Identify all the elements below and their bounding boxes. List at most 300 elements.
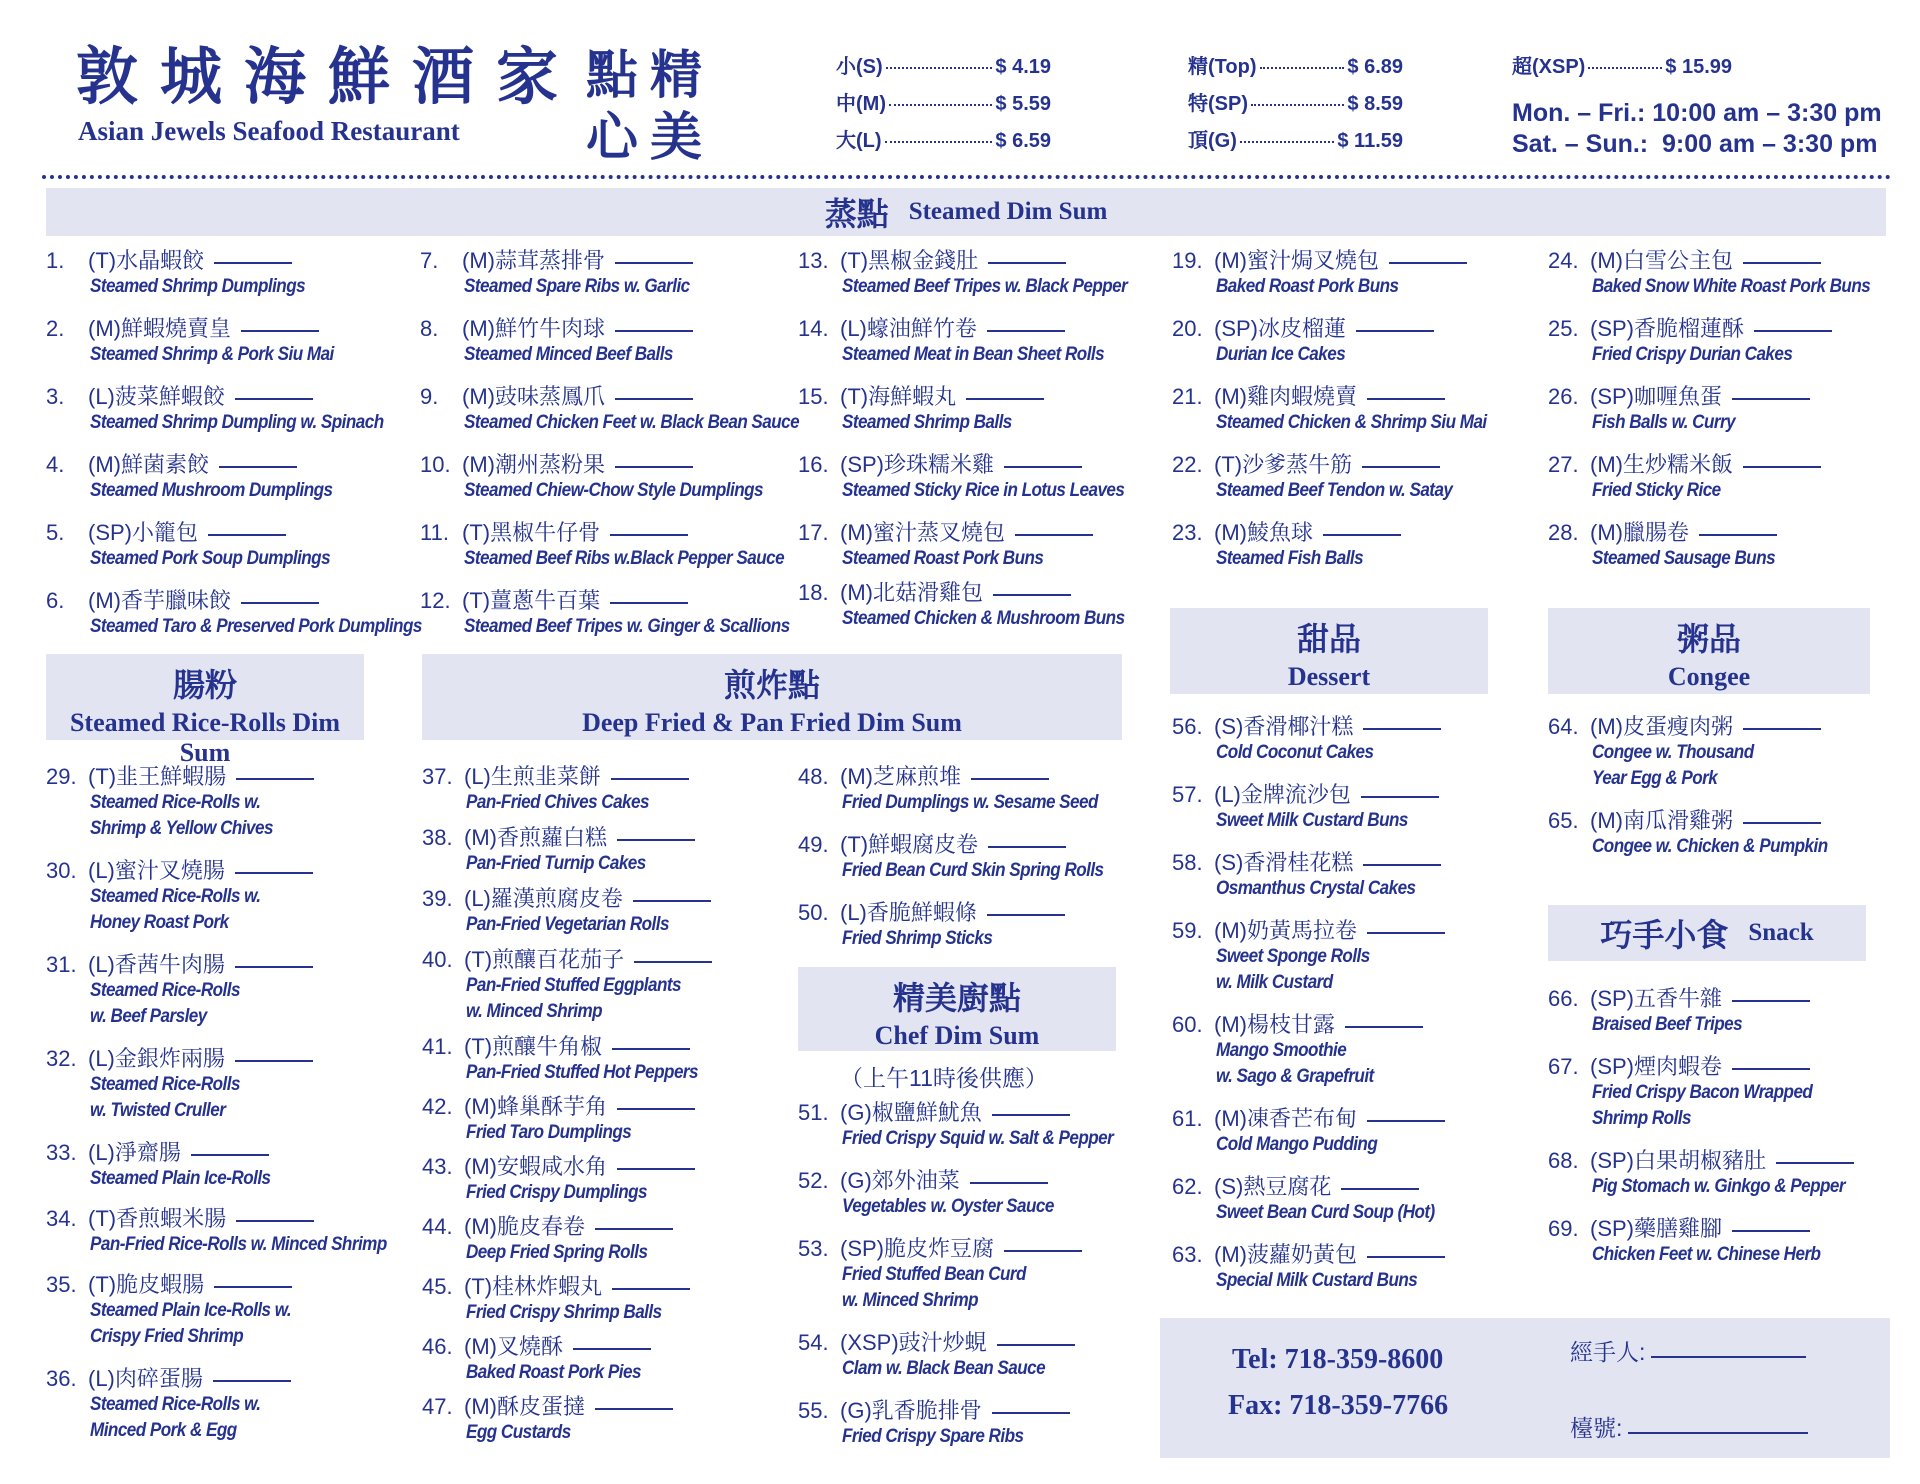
- quantity-blank[interactable]: [1367, 932, 1445, 934]
- item-name-en: Fried Crispy Dumplings: [466, 1182, 647, 1203]
- item-name-en: Fried Sticky Rice: [1592, 480, 1721, 501]
- item-name-en: Crispy Fried Shrimp: [90, 1326, 244, 1347]
- quantity-blank[interactable]: [1345, 1026, 1423, 1028]
- item-name-zh: (SP)五香牛雜: [1590, 986, 1723, 1011]
- item-name-en: w. Sago & Grapefruit: [1216, 1066, 1374, 1087]
- item-number: 15.: [798, 384, 829, 409]
- item-name-zh: (M)潮州蒸粉果: [462, 452, 605, 477]
- quantity-blank[interactable]: [236, 1220, 314, 1222]
- item-name-zh: (M)豉味蒸鳳爪: [462, 384, 605, 409]
- price-size-label: 中(M): [836, 93, 886, 115]
- item-name-zh: (SP)脆皮炸豆腐: [840, 1236, 995, 1261]
- item-name-zh: (T)韭王鮮蝦腸: [88, 764, 227, 789]
- quantity-blank[interactable]: [235, 966, 313, 968]
- section-header-rice-rolls: [46, 654, 364, 767]
- item-number: 16.: [798, 452, 829, 477]
- item-name-en: Steamed Plain Ice-Rolls w.: [90, 1300, 292, 1321]
- item-number: 21.: [1172, 384, 1203, 409]
- item-number: 60.: [1172, 1012, 1203, 1037]
- menu-item: [422, 947, 752, 1025]
- item-name-zh: (T)香煎蝦米腸: [88, 1206, 227, 1231]
- quantity-blank[interactable]: [595, 1408, 673, 1410]
- item-number: 25.: [1548, 316, 1579, 341]
- item-name-zh: (L)淨齋腸: [88, 1140, 181, 1165]
- hours-weekend: Sat. – Sun.: 9:00 am – 3:30 pm: [1512, 130, 1878, 158]
- item-number: 67.: [1548, 1054, 1579, 1079]
- item-name-en: Steamed Minced Beef Balls: [464, 344, 673, 365]
- section-title-zh: 煎炸點: [723, 666, 820, 704]
- quantity-blank[interactable]: [992, 1114, 1070, 1116]
- menu-item: [1172, 1106, 1502, 1158]
- table-number-field: [1570, 1410, 1808, 1443]
- item-name-en: Steamed Roast Pork Buns: [842, 548, 1044, 569]
- item-name-en: Steamed Chiew-Chow Style Dumplings: [464, 480, 763, 501]
- item-name-en: Steamed Fish Balls: [1216, 548, 1364, 569]
- item-name-zh: (S)香滑桂花糕: [1214, 850, 1354, 875]
- section-title-zh: 巧手小食: [1600, 916, 1729, 954]
- item-number: 29.: [46, 764, 77, 789]
- dim-sum-char: 心: [586, 107, 639, 168]
- hours-weekday: Mon. – Fri.: 10:00 am – 3:30 pm: [1512, 99, 1882, 127]
- menu-item: [46, 858, 376, 936]
- item-number: 14.: [798, 316, 829, 341]
- item-number: 47.: [422, 1394, 453, 1419]
- quantity-blank[interactable]: [1323, 534, 1401, 536]
- item-name-en: Baked Roast Pork Pies: [466, 1362, 641, 1383]
- item-name-zh: (L)蠔油鮮竹卷: [840, 316, 977, 341]
- price-size-label: 小(S): [836, 56, 883, 78]
- item-name-en: Year Egg & Pork: [1592, 768, 1718, 789]
- price-row: [1188, 87, 1403, 116]
- item-number: 6.: [46, 588, 65, 613]
- item-name-en: Steamed Sticky Rice in Lotus Leaves: [842, 480, 1125, 501]
- item-number: 12.: [420, 588, 451, 613]
- item-number: 56.: [1172, 714, 1203, 739]
- item-name-en: Fried Stuffed Bean Curd: [842, 1264, 1026, 1285]
- item-name-en: Fried Shrimp Sticks: [842, 928, 993, 949]
- menu-item: [798, 764, 1128, 816]
- fax-number: Fax: 718-359-7766: [1228, 1390, 1449, 1421]
- quantity-blank[interactable]: [1743, 466, 1821, 468]
- item-name-zh: (M)酥皮蛋撻: [464, 1394, 585, 1419]
- item-name-zh: (T)鮮蝦腐皮卷: [840, 832, 979, 857]
- item-name-en: Deep Fried Spring Rolls: [466, 1242, 648, 1263]
- item-name-en: w. Beef Parsley: [90, 1006, 207, 1027]
- quantity-blank[interactable]: [1743, 822, 1821, 824]
- menu-item: [1172, 520, 1502, 572]
- menu-item: [1548, 248, 1878, 300]
- item-name-zh: (SP)藥膳雞腳: [1590, 1216, 1723, 1241]
- item-name-zh: (M)脆皮春卷: [464, 1214, 585, 1239]
- item-name-en: Shrimp & Yellow Chives: [90, 818, 273, 839]
- section-title-en: Deep Fried & Pan Fried Dim Sum: [582, 708, 962, 737]
- menu-item: [46, 764, 376, 842]
- section-title-en: Dessert: [1287, 662, 1371, 691]
- price-row: [836, 124, 1051, 153]
- quantity-blank[interactable]: [1363, 728, 1441, 730]
- item-name-en: Sweet Sponge Rolls: [1216, 946, 1370, 967]
- quantity-blank[interactable]: [241, 330, 319, 332]
- item-name-en: Honey Roast Pork: [90, 912, 229, 933]
- price-size-label: 頂(G): [1188, 130, 1237, 152]
- item-number: 32.: [46, 1046, 77, 1071]
- item-name-en: Steamed Shrimp & Pork Siu Mai: [90, 344, 334, 365]
- quantity-blank[interactable]: [214, 1286, 292, 1288]
- item-name-en: Steamed Spare Ribs w. Garlic: [464, 276, 690, 297]
- price-row: [1188, 50, 1403, 79]
- item-number: 4.: [46, 452, 65, 477]
- item-number: 38.: [422, 825, 453, 850]
- item-number: 26.: [1548, 384, 1579, 409]
- menu-item: [422, 1154, 752, 1206]
- item-number: 51.: [798, 1100, 829, 1125]
- item-number: 64.: [1548, 714, 1579, 739]
- item-number: 36.: [46, 1366, 77, 1391]
- item-name-zh: (M)香煎蘿白糕: [464, 825, 607, 850]
- item-name-zh: (M)臘腸卷: [1590, 520, 1689, 545]
- item-number: 45.: [422, 1274, 453, 1299]
- menu-item: [46, 520, 376, 572]
- quantity-blank[interactable]: [1367, 398, 1445, 400]
- section-title-en: Steamed Rice-Rolls Dim Sum: [69, 708, 341, 767]
- quantity-blank[interactable]: [1732, 1068, 1810, 1070]
- menu-item: [422, 764, 752, 816]
- section-title-zh: 甜品: [1296, 620, 1361, 658]
- item-name-en: Steamed Beef Tendon w. Satay: [1216, 480, 1453, 501]
- item-number: 35.: [46, 1272, 77, 1297]
- item-name-zh: (M)蜜汁蒸叉燒包: [840, 520, 1005, 545]
- quantity-blank[interactable]: [988, 262, 1066, 264]
- item-number: 24.: [1548, 248, 1579, 273]
- quantity-blank[interactable]: [617, 1108, 695, 1110]
- item-name-en: Clam w. Black Bean Sauce: [842, 1358, 1046, 1379]
- item-name-en: Steamed Shrimp Dumplings: [90, 276, 306, 297]
- menu-item: [798, 832, 1128, 884]
- item-name-zh: (SP)小籠包: [88, 520, 199, 545]
- item-number: 8.: [420, 316, 439, 341]
- item-name-zh: (M)北菇滑雞包: [840, 580, 983, 605]
- item-name-zh: (T)桂林炸蝦丸: [464, 1274, 603, 1299]
- quantity-blank[interactable]: [208, 534, 286, 536]
- menu-item: [798, 1236, 1128, 1314]
- quantity-blank[interactable]: [615, 330, 693, 332]
- item-name-zh: (T)海鮮蝦丸: [840, 384, 957, 409]
- quantity-blank[interactable]: [1015, 534, 1093, 536]
- quantity-blank[interactable]: [595, 1228, 673, 1230]
- quantity-blank[interactable]: [1361, 796, 1439, 798]
- item-name-zh: (M)蒜茸蒸排骨: [462, 248, 605, 273]
- menu-item: [1548, 808, 1878, 860]
- menu-item: [422, 1034, 752, 1086]
- quantity-blank[interactable]: [612, 1288, 690, 1290]
- item-number: 49.: [798, 832, 829, 857]
- item-name-en: Steamed Sausage Buns: [1592, 548, 1776, 569]
- item-name-en: Congee w. Thousand: [1592, 742, 1754, 763]
- quantity-blank[interactable]: [997, 1344, 1075, 1346]
- menu-item: [420, 588, 790, 640]
- table-number-input-line[interactable]: [1628, 1432, 1808, 1434]
- item-number: 50.: [798, 900, 829, 925]
- item-name-zh: (M)鮮竹牛肉球: [462, 316, 605, 341]
- quantity-blank[interactable]: [1732, 1000, 1810, 1002]
- menu-item: [1548, 316, 1878, 368]
- quantity-blank[interactable]: [191, 1154, 269, 1156]
- quantity-blank[interactable]: [1754, 330, 1832, 332]
- item-number: 59.: [1172, 918, 1203, 943]
- quantity-blank[interactable]: [1389, 262, 1467, 264]
- quantity-blank[interactable]: [1776, 1162, 1854, 1164]
- menu-item: [420, 452, 763, 504]
- item-number: 37.: [422, 764, 453, 789]
- item-number: 42.: [422, 1094, 453, 1119]
- item-name-en: Steamed Chicken & Mushroom Buns: [842, 608, 1125, 629]
- item-name-zh: (G)乳香脆排骨: [840, 1398, 982, 1423]
- quantity-blank[interactable]: [615, 398, 693, 400]
- menu-item: [798, 900, 1128, 952]
- item-name-en: Sweet Milk Custard Buns: [1216, 810, 1408, 831]
- item-name-zh: (M)鮮菌素餃: [88, 452, 209, 477]
- quantity-blank[interactable]: [1363, 864, 1441, 866]
- quantity-blank[interactable]: [1732, 398, 1810, 400]
- quantity-blank[interactable]: [1362, 466, 1440, 468]
- item-name-zh: (M)南瓜滑雞粥: [1590, 808, 1733, 833]
- item-name-zh: (SP)咖喱魚蛋: [1590, 384, 1723, 409]
- menu-item: [422, 1094, 752, 1146]
- restaurant-name-en: Asian Jewels Seafood Restaurant: [78, 116, 460, 146]
- quantity-blank[interactable]: [235, 872, 313, 874]
- menu-item: [798, 1100, 1128, 1152]
- item-name-zh: (T)黑椒牛仔骨: [462, 520, 601, 545]
- item-name-en: Cold Mango Pudding: [1216, 1134, 1378, 1155]
- quantity-blank[interactable]: [987, 914, 1065, 916]
- item-name-zh: (M)奶黃馬拉卷: [1214, 918, 1357, 943]
- quantity-blank[interactable]: [1367, 1120, 1445, 1122]
- menu-item: [420, 316, 750, 368]
- item-name-zh: (L)羅漢煎腐皮卷: [464, 886, 623, 911]
- item-number: 41.: [422, 1034, 453, 1059]
- quantity-blank[interactable]: [241, 602, 319, 604]
- item-name-en: Fried Dumplings w. Sesame Seed: [842, 792, 1098, 813]
- item-number: 40.: [422, 947, 453, 972]
- item-name-zh: (M)雞肉蝦燒賣: [1214, 384, 1357, 409]
- item-number: 11.: [420, 520, 449, 545]
- item-name-en: Steamed Beef Ribs w.Black Pepper Sauce: [464, 548, 785, 569]
- restaurant-name-zh: 敦城海鮮酒家: [76, 40, 581, 113]
- quantity-blank[interactable]: [1743, 728, 1821, 730]
- item-name-en: Fried Taro Dumplings: [466, 1122, 632, 1143]
- item-name-en: w. Minced Shrimp: [842, 1290, 979, 1311]
- menu-item: [1548, 1054, 1878, 1132]
- quantity-blank[interactable]: [971, 778, 1049, 780]
- section-title-zh: 蒸點: [824, 195, 889, 233]
- item-name-en: Pig Stomach w. Ginkgo & Pepper: [1592, 1176, 1846, 1197]
- item-name-zh: (M)蜂巢酥芋角: [464, 1094, 607, 1119]
- quantity-blank[interactable]: [966, 398, 1044, 400]
- item-number: 39.: [422, 886, 453, 911]
- item-name-zh: (S)熱豆腐花: [1214, 1174, 1332, 1199]
- menu-item: [1172, 1242, 1502, 1294]
- quantity-blank[interactable]: [988, 846, 1066, 848]
- quantity-blank[interactable]: [970, 1182, 1048, 1184]
- price-row: [836, 50, 1051, 79]
- quantity-blank[interactable]: [612, 1048, 690, 1050]
- menu-item: [1172, 782, 1502, 834]
- item-name-en: w. Minced Shrimp: [466, 1001, 603, 1022]
- item-name-en: Pan-Fried Chives Cakes: [466, 792, 649, 813]
- quantity-blank[interactable]: [611, 778, 689, 780]
- quantity-blank[interactable]: [1743, 262, 1821, 264]
- item-number: 63.: [1172, 1242, 1203, 1267]
- menu-item: [798, 1330, 1128, 1382]
- item-number: 65.: [1548, 808, 1579, 833]
- quantity-blank[interactable]: [214, 262, 292, 264]
- quantity-blank[interactable]: [617, 1168, 695, 1170]
- item-name-zh: (M)菠蘿奶黃包: [1214, 1242, 1357, 1267]
- item-number: 27.: [1548, 452, 1579, 477]
- item-name-en: Cold Coconut Cakes: [1216, 742, 1374, 763]
- item-name-en: Chicken Feet w. Chinese Herb: [1592, 1244, 1821, 1265]
- quantity-blank[interactable]: [610, 602, 688, 604]
- menu-item: [420, 520, 785, 572]
- dotted-divider: [42, 175, 1892, 179]
- item-number: 7.: [420, 248, 439, 273]
- item-name-zh: (L)肉碎蛋腸: [88, 1366, 203, 1391]
- handler-label: 經手人:: [1570, 1339, 1646, 1365]
- item-number: 55.: [798, 1398, 829, 1423]
- item-number: 34.: [46, 1206, 77, 1231]
- quantity-blank[interactable]: [992, 1412, 1070, 1414]
- item-number: 54.: [798, 1330, 829, 1355]
- item-number: 28.: [1548, 520, 1579, 545]
- handler-input-line[interactable]: [1651, 1356, 1806, 1358]
- item-name-zh: (SP)珍珠糯米雞: [840, 452, 995, 477]
- item-number: 3.: [46, 384, 65, 409]
- item-name-zh: (T)薑蔥牛百葉: [462, 588, 601, 613]
- item-name-en: Congee w. Chicken & Pumpkin: [1592, 836, 1828, 857]
- quantity-blank[interactable]: [993, 594, 1071, 596]
- dim-sum-char: 點: [586, 45, 639, 106]
- item-name-en: Steamed Plain Ice-Rolls: [90, 1168, 271, 1189]
- item-number: 17.: [798, 520, 829, 545]
- quantity-blank[interactable]: [615, 466, 693, 468]
- item-name-en: Fried Crispy Bacon Wrapped: [1592, 1082, 1813, 1103]
- quantity-blank[interactable]: [1341, 1188, 1419, 1190]
- item-name-zh: (T)煎釀牛角椒: [464, 1034, 603, 1059]
- menu-item: [46, 316, 376, 368]
- quantity-blank[interactable]: [236, 778, 314, 780]
- item-name-en: Vegetables w. Oyster Sauce: [842, 1196, 1054, 1217]
- item-name-zh: (M)鯪魚球: [1214, 520, 1313, 545]
- item-name-zh: (M)芝麻煎堆: [840, 764, 961, 789]
- menu-item: [798, 520, 1128, 572]
- item-name-en: Braised Beef Tripes: [1592, 1014, 1743, 1035]
- quantity-blank[interactable]: [634, 961, 712, 963]
- quantity-blank[interactable]: [615, 262, 693, 264]
- item-name-en: Steamed Rice-Rolls w.: [90, 886, 261, 907]
- quantity-blank[interactable]: [235, 398, 313, 400]
- dim-sum-char: 精: [650, 45, 703, 106]
- item-name-zh: (SP)冰皮榴蓮: [1214, 316, 1347, 341]
- item-name-en: Steamed Mushroom Dumplings: [90, 480, 333, 501]
- item-name-zh: (L)蜜汁叉燒腸: [88, 858, 225, 883]
- quantity-blank[interactable]: [1356, 330, 1434, 332]
- menu-item: [422, 825, 752, 877]
- menu-item: [46, 588, 422, 640]
- item-name-en: Steamed Chicken & Shrimp Siu Mai: [1216, 412, 1487, 433]
- price-row: [1188, 124, 1403, 153]
- item-name-en: Steamed Shrimp Balls: [842, 412, 1012, 433]
- price-size-label: 超(XSP): [1512, 56, 1586, 78]
- menu-item: [1172, 248, 1502, 300]
- item-name-zh: (T)沙爹蒸牛筋: [1214, 452, 1353, 477]
- quantity-blank[interactable]: [1699, 534, 1777, 536]
- item-number: 30.: [46, 858, 77, 883]
- item-number: 46.: [422, 1334, 453, 1359]
- price-value: $ 15.99: [1665, 56, 1732, 78]
- item-name-zh: (L)生煎韭菜餅: [464, 764, 601, 789]
- item-name-zh: (M)蜜汁焗叉燒包: [1214, 248, 1379, 273]
- menu-item: [798, 384, 1128, 436]
- item-name-en: Sweet Bean Curd Soup (Hot): [1216, 1202, 1435, 1223]
- item-name-en: Fried Crispy Squid w. Salt & Pepper: [842, 1128, 1114, 1149]
- quantity-blank[interactable]: [219, 466, 297, 468]
- quantity-blank[interactable]: [1004, 1250, 1082, 1252]
- item-number: 68.: [1548, 1148, 1579, 1173]
- quantity-blank[interactable]: [213, 1380, 291, 1382]
- item-number: 69.: [1548, 1216, 1579, 1241]
- item-number: 13.: [798, 248, 829, 273]
- menu-item: [46, 1272, 376, 1350]
- quantity-blank[interactable]: [573, 1348, 651, 1350]
- quantity-blank[interactable]: [633, 900, 711, 902]
- item-name-zh: (T)黑椒金錢肚: [840, 248, 979, 273]
- item-number: 52.: [798, 1168, 829, 1193]
- item-name-zh: (M)叉燒酥: [464, 1334, 563, 1359]
- item-name-en: Pan-Fried Vegetarian Rolls: [466, 914, 669, 935]
- item-name-zh: (M)凍香芒布甸: [1214, 1106, 1357, 1131]
- price-value: $ 6.89: [1347, 56, 1403, 78]
- item-name-en: Fish Balls w. Curry: [1592, 412, 1736, 433]
- item-name-en: Minced Pork & Egg: [90, 1420, 237, 1441]
- chef-availability-note: （上午11時後供應）: [840, 1065, 1048, 1091]
- menu-item: [1172, 316, 1502, 368]
- item-name-en: Steamed Meat in Bean Sheet Rolls: [842, 344, 1105, 365]
- menu-item: [420, 384, 800, 436]
- item-name-en: Pan-Fried Turnip Cakes: [466, 853, 646, 874]
- menu-item: [46, 952, 376, 1030]
- quantity-blank[interactable]: [610, 534, 688, 536]
- item-name-en: Fried Crispy Durian Cakes: [1592, 344, 1793, 365]
- menu-item: [1548, 520, 1878, 572]
- item-number: 20.: [1172, 316, 1203, 341]
- item-number: 62.: [1172, 1174, 1203, 1199]
- quantity-blank[interactable]: [1732, 1230, 1810, 1232]
- item-name-en: Steamed Shrimp Dumpling w. Spinach: [90, 412, 384, 433]
- quantity-blank[interactable]: [235, 1060, 313, 1062]
- quantity-blank[interactable]: [1004, 466, 1082, 468]
- quantity-blank[interactable]: [617, 839, 695, 841]
- item-name-zh: (M)白雪公主包: [1590, 248, 1733, 273]
- quantity-blank[interactable]: [1367, 1256, 1445, 1258]
- item-number: 1.: [46, 248, 65, 273]
- section-header-dessert: [1170, 608, 1488, 694]
- quantity-blank[interactable]: [987, 330, 1065, 332]
- menu-item: [46, 452, 376, 504]
- menu-item: [46, 248, 376, 300]
- section-header-chef: [798, 967, 1116, 1051]
- item-name-en: Fried Crispy Shrimp Balls: [466, 1302, 662, 1323]
- item-name-en: Steamed Rice-Rolls w.: [90, 792, 261, 813]
